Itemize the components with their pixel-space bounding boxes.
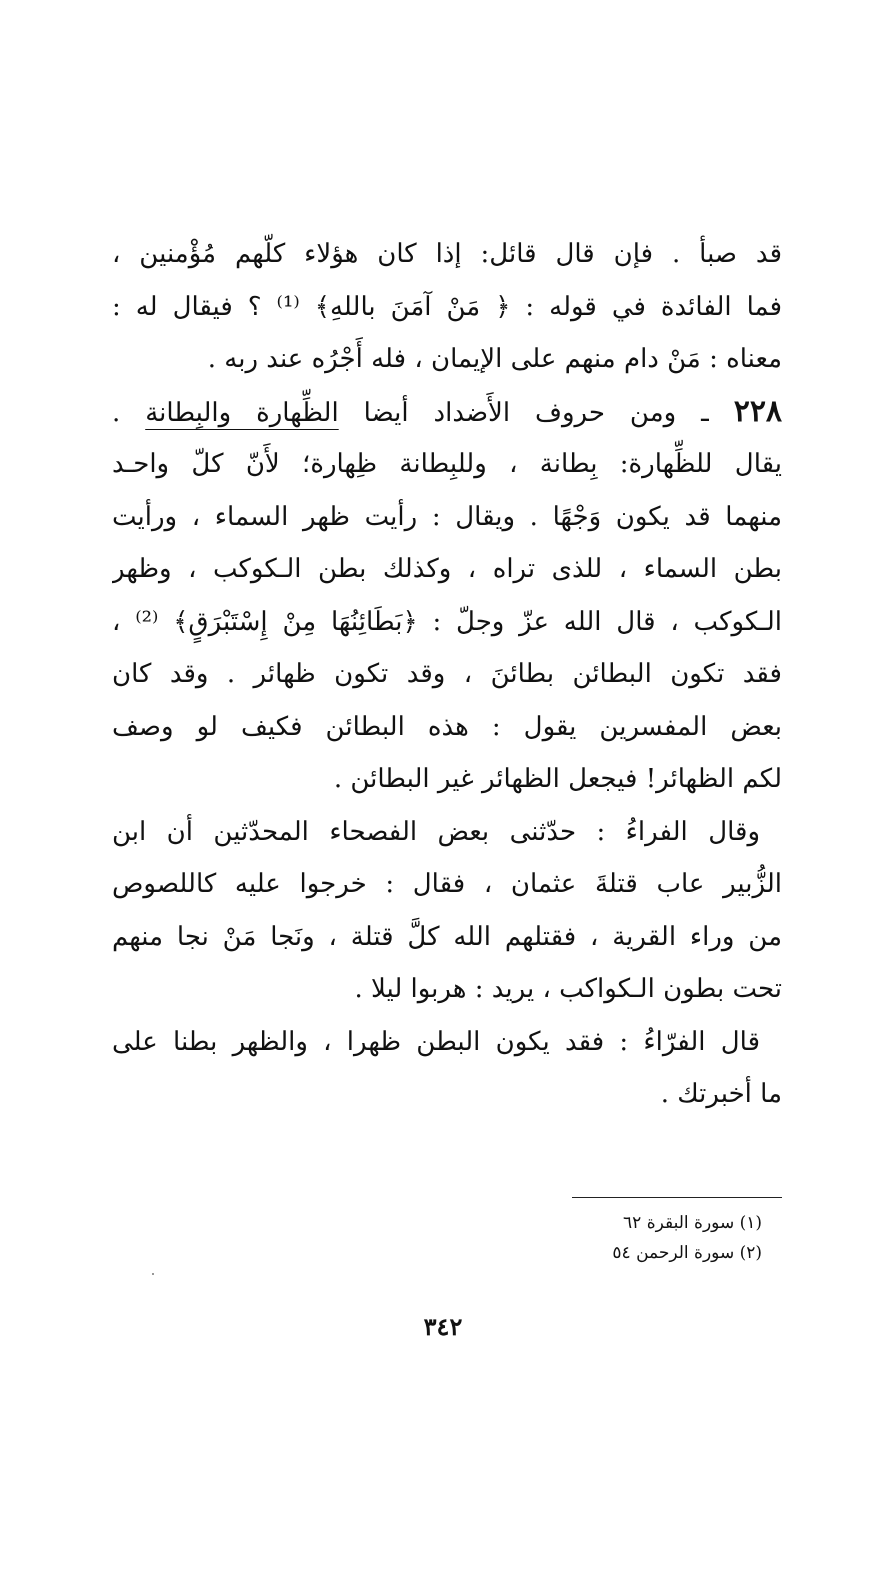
text-line: لكم الظهائر! فيجعل الظهائر غير البطائن . xyxy=(333,764,782,794)
text-line: ما أخبرتك . xyxy=(660,1079,782,1109)
text-line: فقد تكون البطائن بطائنَ ، وقد تكون ظهائر . وقد كان xyxy=(112,659,782,689)
section-heading-prefix: ـ ومن حروف الأَضداد أيضا xyxy=(363,397,709,428)
footnote-divider xyxy=(572,1197,782,1198)
section-heading-suffix: . xyxy=(112,397,121,428)
text-line: الزُّبير عاب قتلةَ عثمان ، فقال : خرجوا عليه كاللصوص xyxy=(112,869,782,899)
text-line: منهما قد يكون وَجْهًا . ويقال : رأيت ظهر السماء ، ورأيت xyxy=(112,501,782,532)
page-number: ٣٤٢ xyxy=(423,1312,463,1341)
main-text xyxy=(112,228,782,1121)
text-line: تحت بطون الـكواكب ، يريد : هربوا ليلا . xyxy=(354,974,782,1004)
text-line: معناه : مَنْ دام منهم على الإيمان ، فله أَجْرُه عند ربه . xyxy=(207,344,782,374)
footnotes xyxy=(520,1208,762,1268)
section-number: ٢٢٨ xyxy=(733,393,782,429)
footnote: (٢) سورة الرحمن ٥٤ xyxy=(612,1243,762,1263)
text-line: قال الفرّاءُ : فقد يكون البطن ظهرا ، والظهر بطنا على xyxy=(112,1026,760,1057)
text-line: وقال الفراءُ : حدّثنى بعض الفصحاء المحدّثين أن ابن xyxy=(112,816,760,847)
text-line: من وراء القرية ، فقتلهم الله كلَّ قتلة ، ونَجا مَنْ نجا منهم xyxy=(112,921,782,952)
text-line: يقال للظِّهارة: بِطانة ، وللبِطانة ظِهارة؛ لأَنّ كلّ واحـد xyxy=(112,449,782,479)
text-line: قد صبأ . فإن قال قائل: إذا كان هؤلاء كلّهم مُؤْمنين ، xyxy=(112,239,782,269)
section-heading-topic: الظِّهارة والبِطانة xyxy=(145,397,339,428)
ink-speck xyxy=(152,1273,154,1275)
text-line: الـكوكب ، قال الله عزّ وجلّ : ﴿بَطَائِنُهَا مِنْ إِسْتَبْرَقٍ﴾ ⁽²⁾ ، xyxy=(112,606,782,637)
text-line: فما الفائدة في قوله : ﴿ مَنْ آمَنَ باللهِ﴾ ⁽¹⁾ ؟ فيقال له : xyxy=(112,291,782,322)
text-line: بطن السماء ، للذى تراه ، وكذلك بطن الـكوكب ، وظهر xyxy=(112,554,782,584)
section-heading xyxy=(112,386,782,439)
footnote: (١) سورة البقرة ٦٢ xyxy=(623,1213,762,1233)
text-line: بعض المفسرين يقول : هذه البطائن فكيف لو وصف xyxy=(112,711,782,742)
